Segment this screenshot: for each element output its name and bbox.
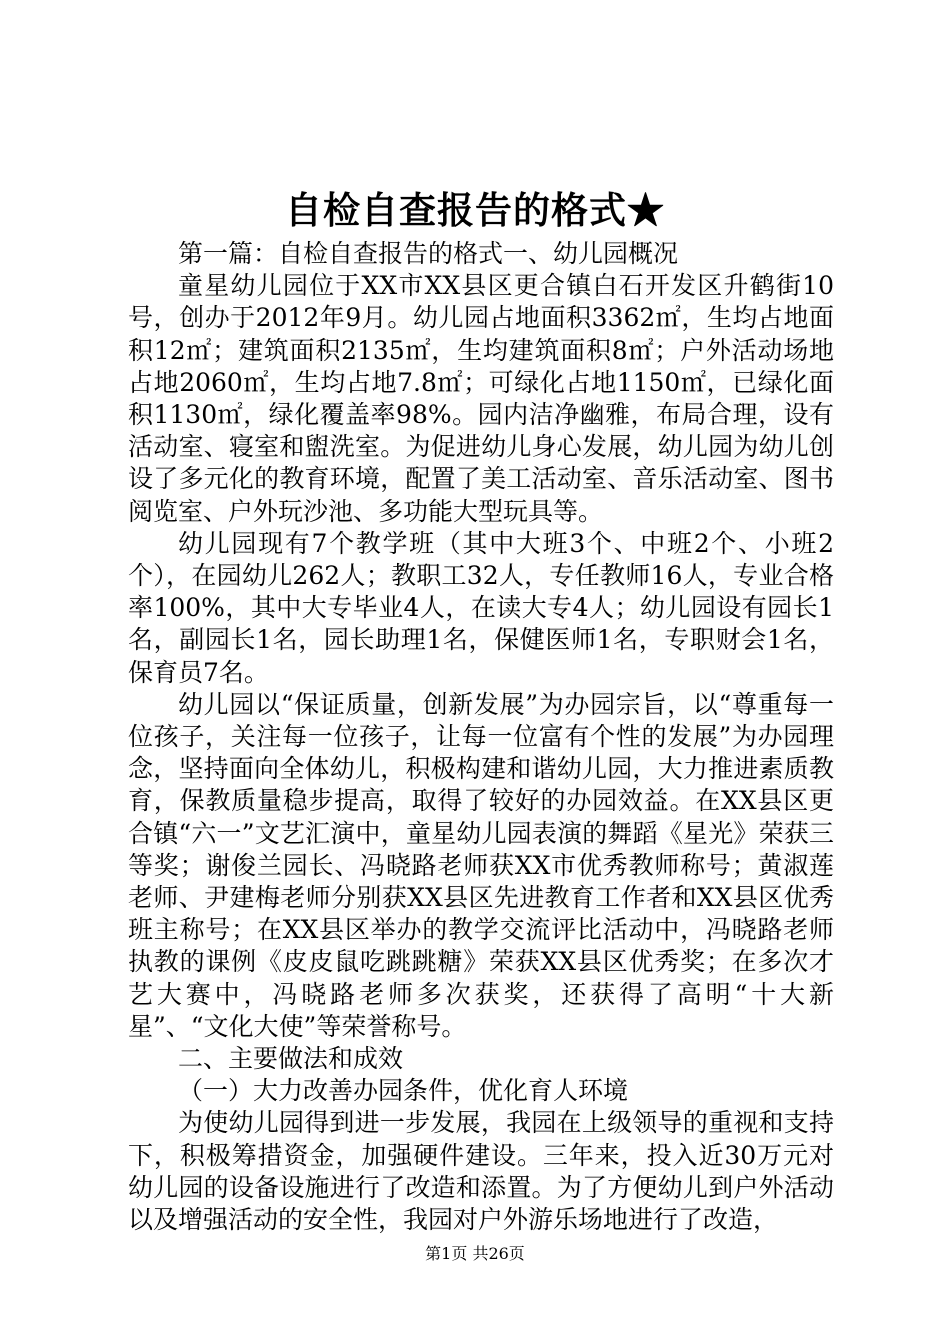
document-title: 自检自查报告的格式★ bbox=[285, 188, 665, 232]
section-heading-1: 第一篇：自检自查报告的格式一、幼儿园概况 bbox=[178, 239, 679, 268]
paragraph-overview: 童星幼儿园位于XX市XX县区更合镇白石开发区升鹤街10号，创办于2012年9月。幼儿园占地面积3362㎡，生均占地面积12㎡；建筑面积2135㎡，生均建筑面积8㎡；户外活动场地占地2060㎡，生均占地7.8㎡；可绿化占地1150㎡，已绿化面积1130㎡，绿化覆盖率98%。园内洁净幽雅，布局合理，设有活动室、寝室和盥洗室。为促进幼儿身心发展，幼儿园为幼儿创设了多元化的教育环境，配置了美工活动室、音乐活动室、图书阅览室、户外玩沙池、多功能大型玩具等。 bbox=[128, 271, 834, 526]
paragraph-facilities: 为使幼儿园得到进一步发展，我园在上级领导的重视和支持下，积极筹措资金，加强硬件建设。三年来，投入近30万元对幼儿园的设备设施进行了改造和添置。为了方便幼儿到户外活动以及增强活动的安全性，我园对户外游乐场地进行了改造， bbox=[128, 1108, 834, 1235]
paragraph-philosophy: 幼儿园以“保证质量，创新发展”为办园宗旨，以“尊重每一位孩子，关注每一位孩子，让每一位富有个性的发展”为办园理念，坚持面向全体幼儿，积极构建和谐幼儿园，大力推进素质教育，保教质量稳步提高，取得了较好的办园效益。在XX县区更合镇“六一”文艺汇演中，童星幼儿园表演的舞蹈《星光》荣获三等奖；谢俊兰园长、冯晓路老师获XX市优秀教师称号；黄淑莲老师、尹建梅老师分别获XX县区先进教育工作者和XX县区优秀班主称号；在XX县区举办的教学交流评比活动中，冯晓路老师执教的课例《皮皮鼠吃跳跳糖》荣获XX县区优秀奖；在多次才艺大赛中，冯晓路老师多次获奖，还获得了高明“十大新星”、“文化大使”等荣誉称号。 bbox=[128, 689, 834, 1041]
paragraph-staff: 幼儿园现有7个教学班（其中大班3个、中班2个、小班2个），在园幼儿262人；教职工32人，专任教师16人，专业合格率100%，其中大专毕业4人，在读大专4人；幼儿园设有园长1名，副园长1名，园长助理1名，保健医师1名，专职财会1名，保育员7名。 bbox=[128, 528, 834, 687]
document-body bbox=[128, 238, 834, 1236]
subsection-heading-1: （一）大力改善办园条件，优化育人环境 bbox=[178, 1076, 629, 1106]
section-heading-2: 二、主要做法和成效 bbox=[178, 1044, 404, 1074]
page-number-footer: 第1页 共26页 bbox=[425, 1244, 525, 1263]
